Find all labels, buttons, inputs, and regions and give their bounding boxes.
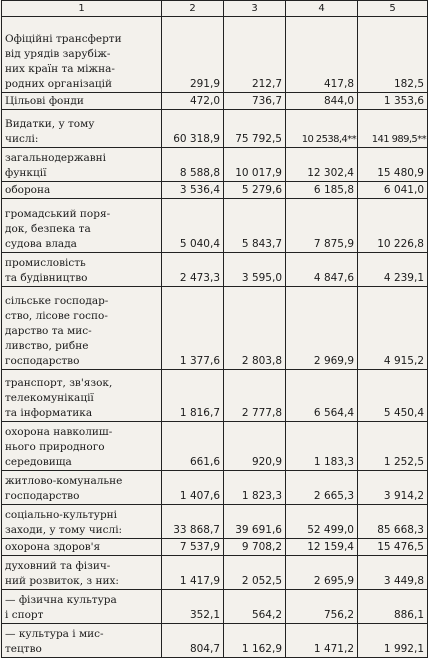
row-label: Офіційні трансферти від урядів зарубіж- них країн та міжна- родних організацій	[2, 17, 162, 93]
cell-value: 417,8	[286, 17, 358, 93]
cell-value: 4 847,6	[286, 253, 358, 287]
cell-value: 2 665,3	[286, 471, 358, 505]
cell-value: 291,9	[162, 17, 224, 93]
row-label: Видатки, у тому числі:	[2, 110, 162, 148]
row-label: — фізична культура і спорт	[2, 590, 162, 624]
table-row	[2, 148, 428, 182]
cell-value: 661,6	[162, 422, 224, 471]
cell-value: 10 2538,4**	[286, 110, 358, 148]
cell-value: 10 017,9	[224, 148, 286, 182]
cell-value: 920,9	[224, 422, 286, 471]
row-label: сільське господар- ство, лісове госпо- дарство та мис- ливство, рибне господарство	[2, 287, 162, 370]
header-row	[2, 1, 428, 17]
cell-value: 886,1	[358, 590, 428, 624]
cell-value: 3 595,0	[224, 253, 286, 287]
cell-value: 39 691,6	[224, 505, 286, 539]
table-row	[2, 590, 428, 624]
col-header-4: 4	[286, 1, 358, 17]
table-row	[2, 556, 428, 590]
table-row	[2, 471, 428, 505]
row-label: оборона	[2, 182, 162, 199]
cell-value: 52 499,0	[286, 505, 358, 539]
row-label: житлово-комунальне господарство	[2, 471, 162, 505]
cell-value: 60 318,9	[162, 110, 224, 148]
col-header-3: 3	[224, 1, 286, 17]
table-row	[2, 539, 428, 556]
cell-value: 7 875,9	[286, 199, 358, 253]
cell-value: 2 777,8	[224, 370, 286, 422]
row-label: промисловість та будівництво	[2, 253, 162, 287]
cell-value: 2 052,5	[224, 556, 286, 590]
cell-value: 85 668,3	[358, 505, 428, 539]
cell-value: 5 279,6	[224, 182, 286, 199]
row-label: — культура і мис- тецтво	[2, 624, 162, 658]
cell-value: 2 969,9	[286, 287, 358, 370]
cell-value: 756,2	[286, 590, 358, 624]
cell-value: 3 536,4	[162, 182, 224, 199]
cell-value: 5 450,4	[358, 370, 428, 422]
cell-value: 4 915,2	[358, 287, 428, 370]
row-label: громадський поря- док, безпека та судова влада	[2, 199, 162, 253]
table-row	[2, 422, 428, 471]
cell-value: 1 823,3	[224, 471, 286, 505]
cell-value: 1 353,6	[358, 93, 428, 110]
cell-value: 1 162,9	[224, 624, 286, 658]
cell-value: 75 792,5	[224, 110, 286, 148]
table-row	[2, 624, 428, 658]
table-row	[2, 287, 428, 370]
cell-value: 2 473,3	[162, 253, 224, 287]
cell-value: 472,0	[162, 93, 224, 110]
cell-value: 4 239,1	[358, 253, 428, 287]
row-label: загальнодержавні функції	[2, 148, 162, 182]
cell-value: 844,0	[286, 93, 358, 110]
cell-value: 6 041,0	[358, 182, 428, 199]
cell-value: 6 185,8	[286, 182, 358, 199]
cell-value: 33 868,7	[162, 505, 224, 539]
cell-value: 15 476,5	[358, 539, 428, 556]
row-label: духовний та фізич- ний розвиток, з них:	[2, 556, 162, 590]
cell-value: 1 417,9	[162, 556, 224, 590]
cell-value: 15 480,9	[358, 148, 428, 182]
cell-value: 8 588,8	[162, 148, 224, 182]
table-row	[2, 17, 428, 93]
cell-value: 564,2	[224, 590, 286, 624]
cell-value: 6 564,4	[286, 370, 358, 422]
cell-value: 12 159,4	[286, 539, 358, 556]
row-label: охорона навколиш- нього природного середовища	[2, 422, 162, 471]
cell-value: 212,7	[224, 17, 286, 93]
table-row	[2, 93, 428, 110]
cell-value: 2 803,8	[224, 287, 286, 370]
row-label: транспорт, зв'язок, телекомунікації та інформатика	[2, 370, 162, 422]
cell-value: 182,5	[358, 17, 428, 93]
cell-value: 1 816,7	[162, 370, 224, 422]
table-row	[2, 199, 428, 253]
cell-value: 2 695,9	[286, 556, 358, 590]
cell-value: 804,7	[162, 624, 224, 658]
cell-value: 5 040,4	[162, 199, 224, 253]
table-row	[2, 110, 428, 148]
budget-table	[1, 0, 428, 658]
cell-value: 1 407,6	[162, 471, 224, 505]
cell-value: 1 471,2	[286, 624, 358, 658]
cell-value: 352,1	[162, 590, 224, 624]
cell-value: 12 302,4	[286, 148, 358, 182]
cell-value: 3 914,2	[358, 471, 428, 505]
cell-value: 1 377,6	[162, 287, 224, 370]
cell-value: 7 537,9	[162, 539, 224, 556]
table-row	[2, 370, 428, 422]
cell-value: 9 708,2	[224, 539, 286, 556]
table-row	[2, 253, 428, 287]
cell-value: 1 252,5	[358, 422, 428, 471]
row-label: соціально-культурні заходи, у тому числі:	[2, 505, 162, 539]
row-label: Цільові фонди	[2, 93, 162, 110]
cell-value: 1 183,3	[286, 422, 358, 471]
cell-value: 10 226,8	[358, 199, 428, 253]
col-header-5: 5	[358, 1, 428, 17]
table-row	[2, 505, 428, 539]
cell-value: 736,7	[224, 93, 286, 110]
cell-value: 3 449,8	[358, 556, 428, 590]
col-header-2: 2	[162, 1, 224, 17]
cell-value: 141 989,5**	[358, 110, 428, 148]
table-row	[2, 182, 428, 199]
row-label: охорона здоров'я	[2, 539, 162, 556]
cell-value: 5 843,7	[224, 199, 286, 253]
col-header-1: 1	[2, 1, 162, 17]
cell-value: 1 992,1	[358, 624, 428, 658]
